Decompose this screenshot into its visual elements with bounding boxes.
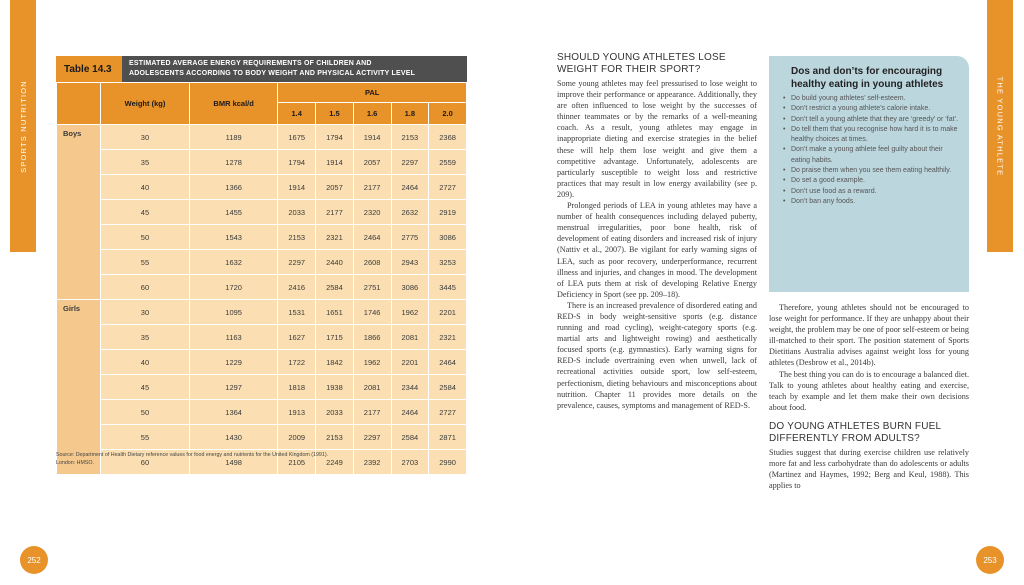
- dos-donts-sidebar: [769, 56, 969, 292]
- table-row: [57, 350, 467, 375]
- table-cell: 35: [101, 325, 190, 350]
- table-cell: 2297: [278, 250, 316, 275]
- table-cell: 2559: [429, 150, 467, 175]
- table-cell: 2871: [429, 425, 467, 450]
- table-cell: 2153: [278, 225, 316, 250]
- second-column: [769, 302, 969, 491]
- table-cell: 2321: [316, 225, 354, 250]
- table-cell: 2584: [391, 425, 429, 450]
- table-cell: 1675: [278, 125, 316, 150]
- table-corner: [57, 83, 101, 125]
- table-cell: 2464: [391, 175, 429, 200]
- col-header-weight: Weight (kg): [101, 83, 190, 125]
- sidebar-list-item: • Do praise them when you see them eating healthily.: [791, 166, 961, 176]
- table-cell: 2153: [316, 425, 354, 450]
- table-row: [57, 125, 467, 150]
- table-cell: 1095: [189, 300, 277, 325]
- table-cell: 1498: [189, 450, 277, 475]
- table-source: Source: Department of Health Dietary reference values for food energy and nutrients for the United Kingdom (1991). London: HMSO.: [56, 452, 329, 466]
- table-cell: 30: [101, 125, 190, 150]
- sidebar-list-item: • Don’t tell a young athlete that they are ‘greedy’ or ‘fat’.: [791, 115, 961, 125]
- table-cell: 1722: [278, 350, 316, 375]
- section-heading-burn-fuel: DO YOUNG ATHLETES BURN FUEL DIFFERENTLY FROM ADULTS?: [769, 420, 942, 444]
- table-cell: 35: [101, 150, 190, 175]
- group-label: Boys: [57, 125, 101, 300]
- table-cell: 1914: [316, 150, 354, 175]
- main-column: [557, 52, 757, 411]
- table-cell: 1913: [278, 400, 316, 425]
- table-cell: 2727: [429, 400, 467, 425]
- table-cell: 1651: [316, 300, 354, 325]
- table-cell: 55: [101, 250, 190, 275]
- table-cell: 45: [101, 375, 190, 400]
- table-cell: 1297: [189, 375, 277, 400]
- table-cell: 1715: [316, 325, 354, 350]
- paragraph: There is an increased prevalence of disordered eating and RED-S in body weight-sensitive sports (e.g. distance running and road cycling), weight-category sports (e.g. martial arts and lightweight rowing) and aesthetically focused sports (e.g. gymnastics). Early warning signs for RED-S include overtraining even when unwell, lack of recreational activities outside sport, low self-esteem, perfectionism, dieting behaviours and misconceptions about nutrition. Chapter 11 provides more details on the prevalence, causes, symptoms and management of RED-S.: [557, 300, 757, 410]
- table-cell: 1720: [189, 275, 277, 300]
- table-cell: 2081: [353, 375, 391, 400]
- table-cell: 1746: [353, 300, 391, 325]
- table-cell: 2584: [429, 375, 467, 400]
- table-row: [57, 375, 467, 400]
- table-cell: 2727: [429, 175, 467, 200]
- table-cell: 1938: [316, 375, 354, 400]
- sidebar-list-item: • Don’t restrict a young athlete’s calorie intake.: [791, 104, 961, 114]
- energy-requirements-table: [56, 82, 467, 475]
- table-header: [56, 56, 467, 82]
- table-cell: 2584: [316, 275, 354, 300]
- table-cell: 1962: [353, 350, 391, 375]
- col-header-pal: PAL: [278, 83, 467, 103]
- table-row: [57, 425, 467, 450]
- sidebar-list-item: • Do build young athletes’ self-esteem.: [791, 94, 961, 104]
- table-cell: 2177: [353, 400, 391, 425]
- table-cell: 2344: [391, 375, 429, 400]
- sidebar-list-item: • Don’t make a young athlete feel guilty about their eating habits.: [791, 145, 961, 166]
- table-cell: 2057: [316, 175, 354, 200]
- table-cell: 2990: [429, 450, 467, 475]
- table-cell: 2703: [391, 450, 429, 475]
- table-row: [57, 200, 467, 225]
- table-cell: 2608: [353, 250, 391, 275]
- table-cell: 1229: [189, 350, 277, 375]
- paragraph: Studies suggest that during exercise children use relatively more fat and less carbohydrate than do adolescents or adults (Martinez and Haymes, 1992; Berg and Keul, 1988). This applies to: [769, 447, 969, 491]
- table-cell: 1914: [353, 125, 391, 150]
- table-cell: 1364: [189, 400, 277, 425]
- table-cell: 1866: [353, 325, 391, 350]
- col-header-bmr: BMR kcal/d: [189, 83, 277, 125]
- sidebar-list-item: • Do set a good example.: [791, 176, 961, 186]
- pal-level-header: 1.6: [353, 103, 391, 125]
- table-cell: 1962: [391, 300, 429, 325]
- page-number-left: 252: [20, 546, 48, 574]
- page-number-right: 253: [976, 546, 1004, 574]
- table-cell: 2033: [278, 200, 316, 225]
- table-cell: 50: [101, 400, 190, 425]
- table-cell: 2751: [353, 275, 391, 300]
- table-row: [57, 325, 467, 350]
- table-cell: 40: [101, 350, 190, 375]
- table-cell: 60: [101, 450, 190, 475]
- sidebar-list-item: • Don’t ban any foods.: [791, 197, 961, 207]
- pal-level-header: 1.5: [316, 103, 354, 125]
- table-cell: 3445: [429, 275, 467, 300]
- table-cell: 3253: [429, 250, 467, 275]
- table-cell: 1430: [189, 425, 277, 450]
- sidebar-list-item: • Do tell them that you recognise how hard it is to make healthy choices at times.: [791, 125, 961, 146]
- table-title: ESTIMATED AVERAGE ENERGY REQUIREMENTS OF CHILDREN AND ADOLESCENTS ACCORDING TO BODY WEIGHT AND PHYSICAL ACTIVITY LEVEL: [129, 60, 416, 77]
- table-cell: 2919: [429, 200, 467, 225]
- sidebar-title: Dos and don’ts for encouraging healthy eating in young athletes: [791, 66, 944, 90]
- table-cell: 2177: [316, 200, 354, 225]
- paragraph: Therefore, young athletes should not be encouraged to lose weight for performance. If they are unhappy about their weight, the problem may be one of poor self-esteem or being ill-matched to their sport. The position statement of Sports Dietitians Australia advises against weight loss for young athletes (Desbrow et al., 2014b).: [769, 303, 969, 368]
- table-cell: 40: [101, 175, 190, 200]
- table-cell: 2201: [429, 300, 467, 325]
- table-cell: 2297: [353, 425, 391, 450]
- table-cell: 2009: [278, 425, 316, 450]
- table-cell: 2177: [353, 175, 391, 200]
- table-row: [57, 225, 467, 250]
- sidebar-list-item: • Don’t use food as a reward.: [791, 187, 961, 197]
- table-cell: 2057: [353, 150, 391, 175]
- table-cell: 2464: [429, 350, 467, 375]
- pal-level-header: 1.8: [391, 103, 429, 125]
- paragraph: Prolonged periods of LEA in young athletes may have a number of health consequences including delayed puberty, menstrual irregularities, poor bone health, risk of development of eating disorders and increased risk of injury (Nattiv et al., 2007). Be vigilant for early warning signs of LEA, such as poor recovery, underperformance, recurrent illness and injuries, and changes in mood. The development of LEA puts them at risk of developing Relative Energy Deficiency in Sport (see pp. 209–18).: [557, 201, 757, 299]
- group-label: Girls: [57, 300, 101, 475]
- table-cell: 2632: [391, 200, 429, 225]
- table-row: [57, 150, 467, 175]
- table-row: [57, 300, 467, 325]
- table-cell: 1818: [278, 375, 316, 400]
- table-cell: 1189: [189, 125, 277, 150]
- pal-level-header: 2.0: [429, 103, 467, 125]
- table-cell: 2321: [429, 325, 467, 350]
- table-cell: 2201: [391, 350, 429, 375]
- table-cell: 2033: [316, 400, 354, 425]
- table-cell: 60: [101, 275, 190, 300]
- table-cell: 1632: [189, 250, 277, 275]
- table-cell: 2081: [391, 325, 429, 350]
- table-row: [57, 175, 467, 200]
- table-cell: 1842: [316, 350, 354, 375]
- table-cell: 2943: [391, 250, 429, 275]
- table-cell: 2297: [391, 150, 429, 175]
- table-cell: 45: [101, 200, 190, 225]
- paragraph: Some young athletes may feel pressurised to lose weight to improve their performance or appearance. Additionally, they are often influenced to lose weight by the successes of thinner teammates or by the remarks of a well-meaning coach. As a result, young athletes may engage in inappropriate dieting and exercise strategies in the belief these will help them lose weight and give them a competitive advantage. Unfortunately, adolescents are particularly susceptible to weight loss and restrictive practices that may result in low energy availability (see p. 209).: [557, 79, 757, 199]
- table-cell: 3086: [391, 275, 429, 300]
- side-tab-left: [10, 0, 36, 252]
- table-cell: 2392: [353, 450, 391, 475]
- table-cell: 1455: [189, 200, 277, 225]
- table-row: [57, 400, 467, 425]
- table-cell: 1543: [189, 225, 277, 250]
- table-cell: 2464: [353, 225, 391, 250]
- pal-level-header: 1.4: [278, 103, 316, 125]
- paragraph: The best thing you can do is to encourage a balanced diet. Talk to young athletes about healthy eating and exercise, teach by example and let them make their own decisions about food.: [769, 369, 969, 412]
- table-row: [57, 275, 467, 300]
- table-cell: 2320: [353, 200, 391, 225]
- table-cell: 30: [101, 300, 190, 325]
- table-cell: 2416: [278, 275, 316, 300]
- table-cell: 2368: [429, 125, 467, 150]
- table-cell: 3086: [429, 225, 467, 250]
- table-cell: 1531: [278, 300, 316, 325]
- table-cell: 2440: [316, 250, 354, 275]
- table-cell: 1794: [278, 150, 316, 175]
- section-heading-lose-weight: SHOULD YOUNG ATHLETES LOSE WEIGHT FOR THEIR SPORT?: [557, 52, 726, 75]
- side-tab-left-label: SPORTS NUTRITION: [18, 79, 28, 173]
- table-cell: 2153: [391, 125, 429, 150]
- table-cell: 1278: [189, 150, 277, 175]
- sidebar-list: [769, 94, 969, 207]
- table-row: [57, 250, 467, 275]
- table-cell: 55: [101, 425, 190, 450]
- side-tab-right: [987, 0, 1013, 252]
- table-number: Table 14.3: [56, 56, 122, 82]
- table-cell: 2775: [391, 225, 429, 250]
- table-cell: 50: [101, 225, 190, 250]
- table-cell: 1163: [189, 325, 277, 350]
- side-tab-right-label: THE YOUNG ATHLETE: [995, 76, 1005, 176]
- table-cell: 2464: [391, 400, 429, 425]
- table-cell: 1914: [278, 175, 316, 200]
- table-cell: 2249: [316, 450, 354, 475]
- table-cell: 1794: [316, 125, 354, 150]
- table-cell: 1627: [278, 325, 316, 350]
- table-cell: 2105: [278, 450, 316, 475]
- table-cell: 1366: [189, 175, 277, 200]
